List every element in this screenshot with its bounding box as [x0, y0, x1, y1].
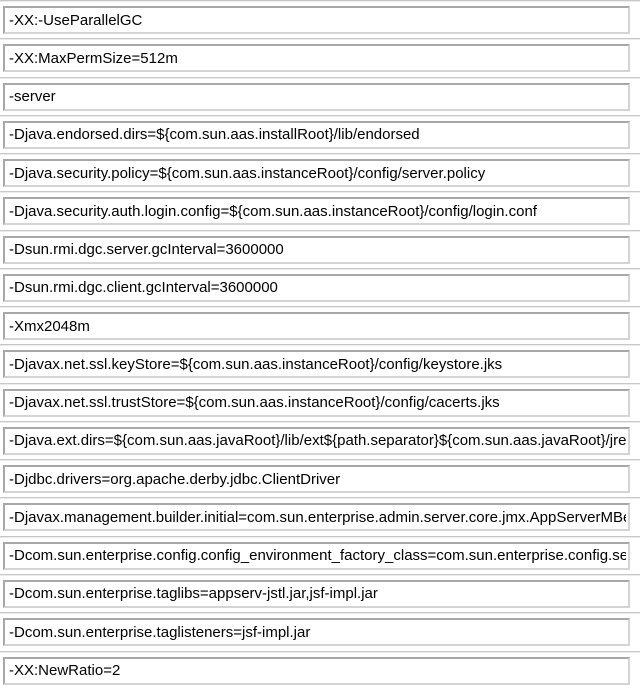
jvm-option-row — [0, 230, 640, 268]
jvm-option-input[interactable] — [3, 350, 630, 378]
jvm-option-row — [0, 153, 640, 191]
jvm-option-input[interactable] — [3, 389, 630, 417]
jvm-option-row — [0, 38, 640, 76]
jvm-option-input[interactable] — [3, 6, 630, 34]
jvm-option-row — [0, 536, 640, 574]
jvm-option-row — [0, 344, 640, 382]
jvm-option-input[interactable] — [3, 618, 630, 646]
jvm-option-input[interactable] — [3, 657, 630, 685]
jvm-option-row — [0, 459, 640, 497]
jvm-option-input[interactable] — [3, 236, 630, 264]
jvm-option-row — [0, 115, 640, 153]
jvm-option-row — [0, 497, 640, 535]
jvm-option-input[interactable] — [3, 503, 630, 531]
jvm-option-input[interactable] — [3, 312, 630, 340]
jvm-option-input[interactable] — [3, 197, 630, 225]
jvm-option-row — [0, 574, 640, 612]
jvm-option-row — [0, 0, 640, 38]
jvm-option-input[interactable] — [3, 465, 630, 493]
jvm-option-input[interactable] — [3, 121, 630, 149]
jvm-option-row — [0, 421, 640, 459]
jvm-option-input[interactable] — [3, 83, 630, 111]
jvm-option-input[interactable] — [3, 542, 630, 570]
jvm-option-row — [0, 306, 640, 344]
jvm-option-row — [0, 268, 640, 306]
jvm-option-row — [0, 651, 640, 689]
jvm-option-input[interactable] — [3, 580, 630, 608]
jvm-option-row — [0, 612, 640, 650]
jvm-option-row — [0, 191, 640, 229]
jvm-option-row — [0, 77, 640, 115]
jvm-option-input[interactable] — [3, 274, 630, 302]
jvm-option-input[interactable] — [3, 159, 630, 187]
jvm-option-row — [0, 383, 640, 421]
jvm-option-input[interactable] — [3, 44, 630, 72]
jvm-option-input[interactable] — [3, 427, 630, 455]
